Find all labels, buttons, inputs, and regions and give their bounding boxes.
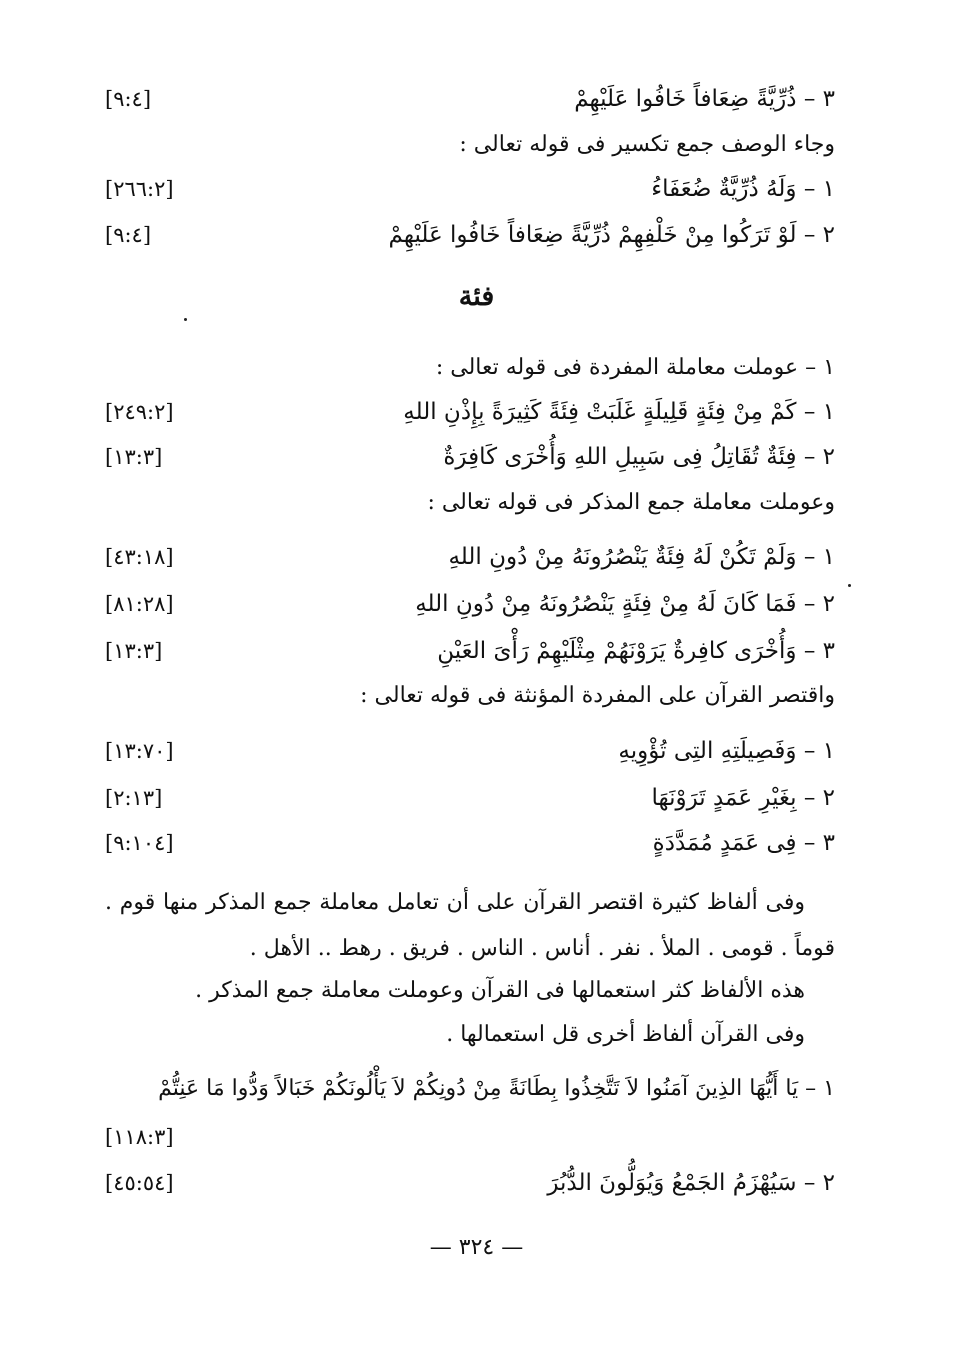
verse-reference: [٨١:٢٨] [105,592,174,616]
verse-line [105,820,835,866]
verse-reference: [٢٤٩:٢] [105,400,174,424]
verse-reference: [٢٦٦:٢] [105,177,174,201]
page-number: — ٣٢٤ — [429,1235,524,1260]
paragraph-text: واقتصر القرآن على المفردة المؤنثة فى قوله تعالى : [360,683,835,708]
verse-reference: [١١٨:٣] [105,1125,174,1149]
verse-line [105,628,835,674]
paragraph-text: وعوملت معاملة جمع المذكر فى قوله تعالى : [427,490,835,515]
verse-text: ٣ – وَأُخْرَى كافِرةٌ يَرَوْنَهُمْ مِثْلَيْهِمْ رَأْىَ العَيْنِ [437,638,835,664]
ink-speck [184,318,187,321]
verse-reference: [٩:٤] [105,87,152,111]
verse-text: ٢ – بِغَيْرِ عَمَدٍ تَرَوْنَهَا [651,785,835,811]
verse-text: ١ – وَفَصِيلَتِهِ التِى تُؤْوِيهِ [618,738,835,764]
paragraph-line [105,673,835,719]
paragraph-line [105,480,835,526]
verse-text: ١ – وَلَمْ تَكُنْ لَهُ فِئَةٌ يَنْصُرُونَهُ مِنْ دُونِ اللهِ [448,544,835,570]
verse-text: ٣ – فِى عَمَدٍ مُمَدَّدَةٍ [652,830,835,856]
verse-reference: [٩:١٠٤] [105,831,174,855]
verse-line [105,166,835,212]
prose-paragraph [105,968,805,1014]
verse-line [105,728,835,774]
verse-reference: [١٣:٣] [105,639,163,663]
verse-text: ٣ – ذُرِّيَّةً ضِعَافاً خَافُوا عَلَيْهِمْ [574,86,835,112]
verse-line [105,212,835,258]
section-heading: فئة [458,281,495,312]
paragraph-text: ١ – عوملت معاملة المفردة فى قوله تعالى : [435,355,835,380]
verse-text: ٢ – لَوْ تَرَكُوا مِنْ خَلْفِهِمْ ذُرِّيَّةً ضِعَافاً خَافُوا عَلَيْهِمْ [388,222,835,248]
paragraph-text: وفى القرآن ألفاظ أخرى قل استعمالها . [446,1022,805,1047]
verse-line [105,434,835,480]
verse-text: ١ – كَمْ مِنْ فِئَةٍ قَلِيلَةٍ غَلَبَتْ فِئَةً كَثِيرَةً بِإِذْنِ اللهِ [403,399,835,425]
verse-line [105,534,835,580]
prose-paragraph: وفى ألفاظ كثيرة اقتصر القرآن على أن تعامل معاملة جمع المذكر منها قوم . قوماً . قومى . الملأ . نفر . أناس . الناس . فريق . رهط .. الأهل . [105,890,835,961]
verse-reference: [١٣:٣] [105,445,163,469]
verse-reference: [٤٥:٥٤] [105,1171,174,1195]
verse-reference: [٩:٤] [105,223,152,247]
verse-line [105,389,835,435]
verse-reference: [٤٣:١٨] [105,545,174,569]
verse-text: ٢ – فَمَا كَانَ لَهُ مِنْ فِئَةٍ يَنْصُرُونَهُ مِنْ دُونِ اللهِ [415,591,835,617]
paragraph-text: هذه الألفاظ كثر استعمالها فى القرآن وعوملت معاملة جمع المذكر . [195,978,805,1003]
verse-line [105,775,835,821]
paragraph-text: وجاء الوصف جمع تكسير فى قوله تعالى : [459,132,835,157]
verse-reference: [١٣:٧٠] [105,739,174,763]
verse-line [105,581,835,627]
verse-text-multiline: ١ – يَا أَيُّهَا الذِينَ آمَنُوا لاَ تَتَّخِذُوا بِطَانَةً مِنْ دُونِكُمْ لاَ يَأْلُونَكُمْ خَبَالاً وَدُّوا مَا عَنِتُّمْ [158,1076,835,1101]
verse-text: ١ – وَلَهُ ذُرِّيَّةٌ ضُعَفَاءُ [651,176,835,202]
paragraph-line [105,345,835,391]
verse-reference-line [105,1114,835,1160]
verse-line [105,76,835,122]
paragraph-line [105,122,835,168]
prose-paragraph [105,1012,805,1058]
ink-speck [848,584,851,587]
verse-text: ٢ – سَيُهْزَمُ الجَمْعُ وَيُوَلُّونَ الدُّبُرَ [547,1170,835,1196]
verse-text: ٢ – فِئَةٌ تُقَاتِلُ فِى سَبِيلِ اللهِ وَأُخْرَى كَافِرَةٌ [443,444,835,470]
verse-reference: [٢:١٣] [105,786,163,810]
verse-line [105,1160,835,1206]
